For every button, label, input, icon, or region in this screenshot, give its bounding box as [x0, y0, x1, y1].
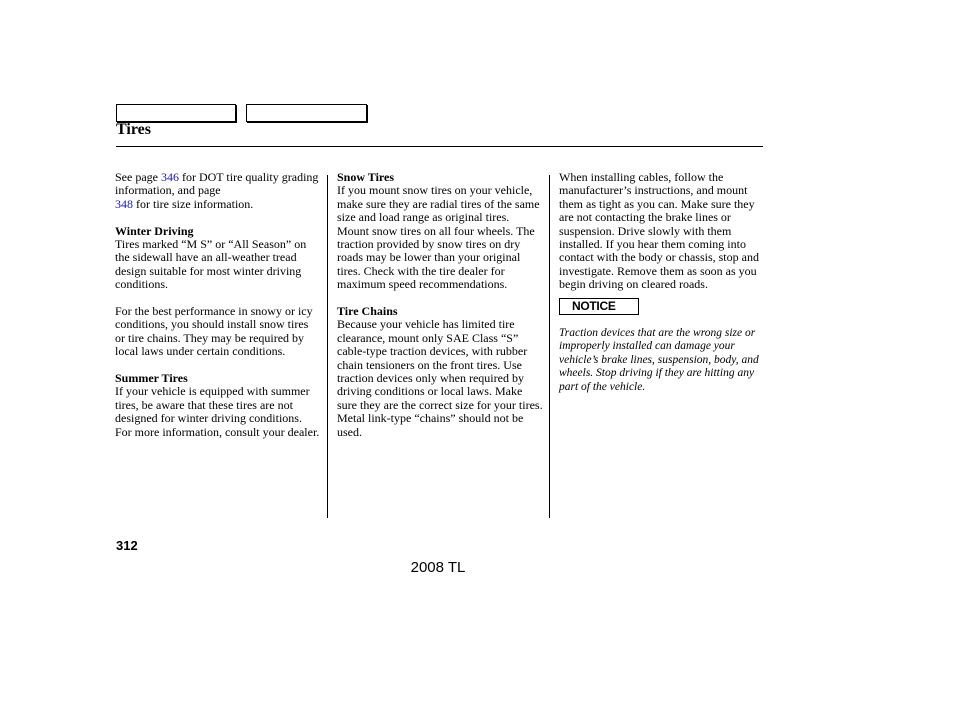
summer-heading: Summer Tires: [115, 371, 188, 386]
page-number: 312: [116, 538, 138, 553]
snow-section: [337, 171, 544, 292]
page-link-346[interactable]: 346: [160, 170, 179, 184]
nav-button-1[interactable]: [116, 104, 236, 122]
column-divider-1: [327, 175, 328, 518]
page-link-348[interactable]: 348: [115, 196, 133, 211]
column-3: [559, 171, 763, 407]
summer-section: [115, 372, 320, 439]
nav-button-2[interactable]: [246, 104, 367, 122]
intro-text-c: for tire size information.: [133, 196, 254, 211]
column-2: [337, 171, 544, 453]
notice-badge: NOTICE: [559, 298, 639, 315]
column-divider-2: [549, 175, 550, 518]
intro-text-a: See page: [115, 170, 161, 184]
winter-section: [115, 225, 320, 292]
column-1: [115, 171, 320, 452]
chains-heading: Tire Chains: [337, 304, 398, 319]
chains-text: Because your vehicle has limited tire clearance, mount only SAE Class “S” cable-type traction devices, with rubber chain tensioners on the front tires. Use traction devices only when required by driving conditions or local laws. Make sure they are the correct size for your tires. Metal link-type “chains” should not be used.: [337, 317, 543, 439]
chains-section: [337, 305, 544, 439]
intro-text-b: for DOT tire quality grading information, and page: [115, 170, 319, 198]
summer-text: If your vehicle is equipped with summer tires, be aware that these tires are not designed for winter driving conditions. For more information, consult your dealer.: [115, 384, 320, 439]
intro-paragraph: [115, 171, 320, 211]
page-title: Tires: [116, 121, 151, 138]
winter-text-2: For the best performance in snowy or icy conditions, you should install snow tires or tire chains. They may be required by local laws under certain conditions.: [115, 304, 313, 359]
footer-model: 2008 TL: [410, 559, 466, 576]
title-rule: [116, 146, 763, 147]
cables-text: When installing cables, follow the manufacturer’s instructions, and mount them as tight as you can. Make sure they are not contacting the brake lines or suspension. Drive slowly with them installed. If you hear them coming into contact with the body or chassis, stop and investigate. Remove them as soon as you begin driving on cleared roads.: [559, 170, 759, 292]
winter-heading: Winter Driving: [115, 223, 194, 238]
notice-text: Traction devices that are the wrong size or improperly installed can damage your vehicle’s brake lines, suspension, body, and wheels. Stop driving if they are hitting any part of the vehicle.: [559, 327, 759, 393]
snow-heading: Snow Tires: [337, 170, 395, 184]
snow-text: If you mount snow tires on your vehicle, make sure they are radial tires of the same size and load range as original tires. Mount snow tires on all four wheels. The traction provided by snow tires on dry roads may be lower than your original tires. Check with the tire dealer for maximum speed recommendations.: [337, 183, 540, 292]
winter-text: Tires marked “M S” or “All Season” on the sidewall have an all-weather tread design suitable for most winter driving conditions.: [115, 237, 307, 292]
